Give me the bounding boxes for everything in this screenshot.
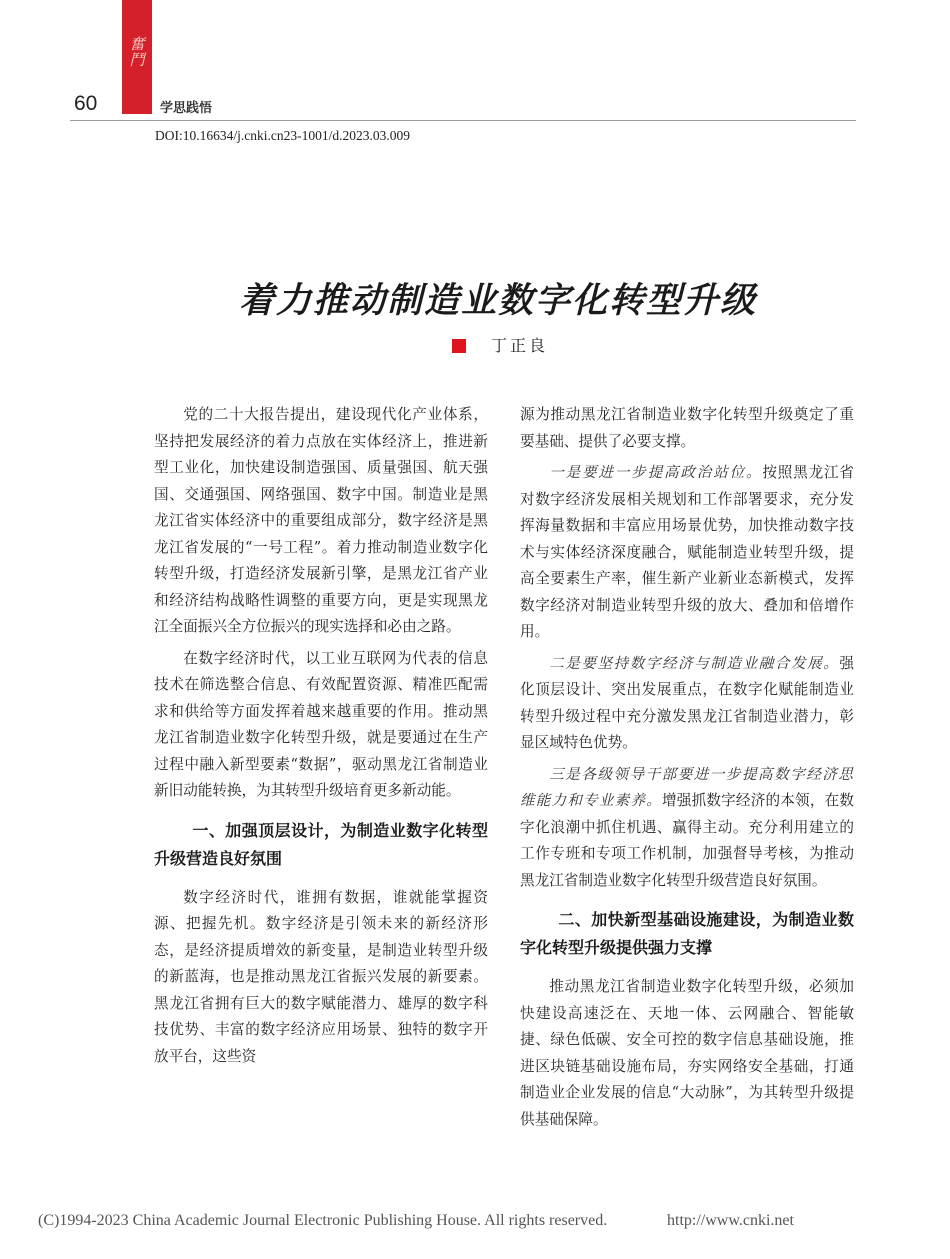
paragraph-lead: 三是各级领导干部要进一步提高数字经济思维能力和专业素养。 [520, 765, 854, 809]
paragraph-body: 增强抓数字经济的本领，在数字化浪潮中抓住机遇、赢得主动。充分利用建立的工作专班和专项工作机制，加强督导考核，为推动黑龙江省制造业数字化转型升级营造良好氛围。 [520, 792, 854, 889]
paragraph: 推动黑龙江省制造业数字化转型升级，必须加快建设高速泛在、天地一体、云网融合、智能敏捷、绿色低碳、安全可控的数字信息基础设施，推进区块链基础设施布局，夯实网络安全基础，打通制造业企业发展的信息“大动脉”，为其转型升级提供基础保障。 [520, 978, 854, 1128]
paragraph: 在数字经济时代，以工业互联网为代表的信息技术在筛选整合信息、有效配置资源、精准匹配需求和供给等方面发挥着越来越重要的作用。推动黑龙江省制造业数字化转型升级，就是要通过在生产过程中融入新型要素“数据”，驱动黑龙江省制造业新旧动能转换，为其转型升级培育更多新动能。 [154, 649, 488, 799]
section-heading: 二、加快新型基础设施建设，为制造业数字化转型升级提供强力支撑 [520, 910, 854, 957]
paragraph: 数字经济时代，谁拥有数据，谁就能掌握资源、把握先机。数字经济是引领未来的新经济形态，是经济提质增效的新变量，是制造业转型升级的新蓝海，也是推动黑龙江省振兴发展的新要素。黑龙江省拥有巨大的数字赋能潜力、雄厚的数字科技优势、丰富的数字经济应用场景、独特的数字开放平台，这些资 [154, 888, 488, 1065]
footer-url: http://www.cnki.net [667, 1212, 794, 1229]
paragraph [520, 762, 854, 895]
header-divider [70, 120, 856, 121]
author-name: 丁正良 [491, 336, 549, 355]
paragraph-lead: 一是要进一步提高政治站位。 [549, 464, 763, 481]
author-marker [452, 339, 466, 353]
section-heading: 一、加强顶层设计，为制造业数字化转型升级营造良好氛围 [154, 820, 488, 868]
paragraph [520, 460, 854, 646]
left-column [154, 402, 488, 1075]
paragraph-body: 强化顶层设计、突出发展重点，在数字化赋能制造业转型升级过程中充分激发黑龙江省制造业潜力，彰显区域特色优势。 [520, 654, 854, 751]
section-name: 学思践悟 [160, 101, 213, 116]
paragraph: 党的二十大报告提出，建设现代化产业体系，坚持把发展经济的着力点放在实体经济上，推进新型工业化，加快建设制造强国、质量强国、航天强国、交通强国、网络强国、数字中国。制造业是黑龙江省实体经济中的重要组成部分，数字经济是黑龙江省发展的“一号工程”。着力推动制造业数字化转型升级，打造经济发展新引擎，是黑龙江省产业和经济结构战略性调整的重要方向，更是实现黑龙江全面振兴全方位振兴的现实选择和必由之路。 [154, 406, 488, 635]
journal-tab [122, 0, 152, 114]
journal-logo-mark: 奮鬥 [129, 35, 145, 69]
paragraph-body: 按照黑龙江省对数字经济发展相关规划和工作部署要求，充分发挥海量数据和丰富应用场景优势，加快推动数字技术与实体经济深度融合，赋能制造业转型升级，提高全要素生产率，催生新产业新业态新模式，发挥数字经济对制造业转型升级的放大、叠加和倍增作用。 [520, 464, 854, 640]
page-number: 60 [74, 92, 98, 115]
right-column [520, 402, 854, 1138]
copyright-notice: (C)1994-2023 China Academic Journal Electronic Publishing House. All rights reserved. [38, 1212, 608, 1229]
paragraph-continued: 源为推动黑龙江省制造业数字化转型升级奠定了重要基础、提供了必要支撑。 [520, 406, 854, 450]
article-title: 着力推动制造业数字化转型升级 [238, 280, 757, 322]
paragraph [520, 651, 854, 757]
doi-line: DOI:10.16634/j.cnki.cn23-1001/d.2023.03.009 [155, 128, 410, 143]
paragraph-lead: 二是要坚持数字经济与制造业融合发展。 [549, 654, 840, 672]
